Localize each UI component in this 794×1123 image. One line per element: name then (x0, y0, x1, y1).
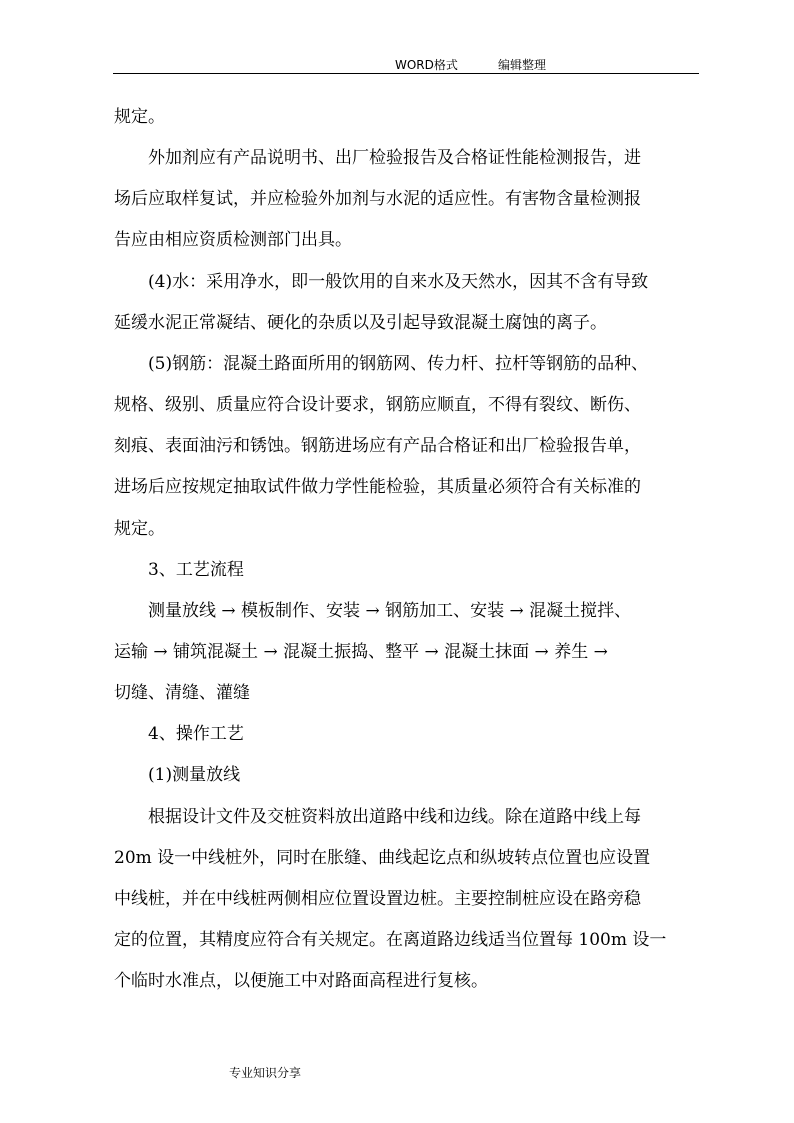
body-line-1: 规定。 (114, 107, 165, 127)
body-line-6: 延缓水泥正常凝结、硬化的杂质以及引起导致混凝土腐蚀的离子。 (114, 313, 607, 333)
section-heading-operation: 4、操作工艺 (148, 724, 244, 744)
body-line-19: 20m 设一中线桩外，同时在胀缝、曲线起讫点和纵坡转点位置也应设置 (114, 848, 651, 868)
header-edit-label: 编辑整理 (498, 58, 547, 72)
body-line-13: 测量放线 → 模板制作、安装 → 钢筋加工、安装 → 混凝土搅拌、 (148, 601, 632, 621)
header-divider (113, 73, 699, 74)
body-line-3: 场后应取样复试，并应检验外加剂与水泥的适应性。有害物含量检测报 (114, 189, 641, 209)
body-line-18: 根据设计文件及交桩资料放出道路中线和边线。除在道路中线上每 (148, 807, 641, 827)
body-line-2: 外加剂应有产品说明书、出厂检验报告及合格证性能检测报告，进 (148, 148, 641, 168)
section-heading-process-flow: 3、工艺流程 (148, 560, 244, 580)
body-line-8: 规格、级别、质量应符合设计要求，钢筋应顺直，不得有裂纹、断伤、 (114, 395, 641, 415)
subsection-heading-survey: (1)测量放线 (148, 765, 241, 785)
body-line-15: 切缝、清缝、灌缝 (114, 683, 250, 703)
body-line-7: (5)钢筋：混凝土路面所用的钢筋网、传力杆、拉杆等钢筋的品种、 (148, 354, 649, 374)
body-line-10: 进场后应按规定抽取试件做力学性能检验，其质量必须符合有关标准的 (114, 477, 641, 497)
body-line-9: 刻痕、表面油污和锈蚀。钢筋进场应有产品合格证和出厂检验报告单， (114, 436, 641, 456)
body-line-22: 个临时水准点，以便施工中对路面高程进行复核。 (114, 971, 488, 991)
body-line-4: 告应由相应资质检测部门出具。 (114, 230, 352, 250)
body-line-5: (4)水：采用净水，即一般饮用的自来水及天然水，因其不含有导致 (148, 272, 649, 292)
body-line-21: 定的位置，其精度应符合有关规定。在离道路边线适当位置每 100m 设一 (114, 930, 667, 950)
body-line-11: 规定。 (114, 519, 165, 539)
page-footer: 专业知识分享 (229, 1066, 302, 1080)
body-line-20: 中线桩，并在中线桩两侧相应位置设置边桩。主要控制桩应设在路旁稳 (114, 889, 641, 909)
header-format-label: WORD格式 (395, 58, 458, 72)
page-header (0, 54, 794, 74)
body-line-14: 运输 → 铺筑混凝土 → 混凝土振捣、整平 → 混凝土抹面 → 养生 → (114, 642, 608, 662)
